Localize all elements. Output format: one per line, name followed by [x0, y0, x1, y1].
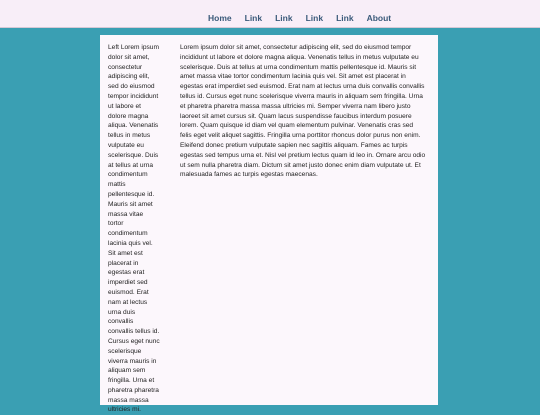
page-container [100, 35, 438, 414]
nav-link-2[interactable]: Link [275, 13, 293, 23]
nav-item-about [367, 8, 392, 26]
nav-item-link-1 [245, 8, 262, 26]
nav-links [208, 8, 404, 26]
top-navigation [0, 0, 540, 28]
nav-item-link-3 [306, 8, 323, 26]
nav-link-3[interactable]: Link [305, 13, 324, 23]
nav-link-home[interactable]: Home [208, 13, 232, 23]
main-content-text: Lorem ipsum dolor sit amet, consectetur adipiscing elit, sed do eiusmod tempor incididunt ut labore et dolore magna aliqua. Venenatis tellus in metus vulputate eu scelerisque. Duis at tellus at urna condimentum mattis pellentesque id. Mauris sit amet massa vitae tortor condimentum lacinia quis vel. Sit amet est placerat in egestas erat imperdiet sed euismod. Erat nam at lectus urna duis convallis convallis tellus id. Cursus eget nunc scelerisque viverra mauris in aliquam sem fringilla. Urna et pharetra pharetra massa massa ultricies mi. Semper viverra nam libero justo laoreet sit amet cursus sit. Quam lacus suspendisse faucibus interdum posuere lorem. Quam quisque id diam vel quam elementum pulvinar. Venenatis cras sed felis eget velit aliquet sagittis. Fringilla urna porttitor rhoncus dolor purus non enim. Eleifend donec pretium vulputate sapien nec sagittis aliquam. Fames ac turpis egestas sed tempus urna et. Nisl vel pretium lectus quam id leo in. Ornare arcu odio ut sem nulla pharetra diam. Dictum sit amet justo donec enim diam vulputate ut. Et malesuada fames ac turpis egestas maecenas. [180, 44, 426, 179]
sidebar-text: Left Lorem ipsum dolor sit amet, consectetur adipiscing elit, sed do eiusmod tempor incididunt ut labore et dolore magna aliqua. Venenatis tellus in metus vulputate eu scelerisque. Duis at tellus at urna condimentum mattis pellentesque id. Mauris sit amet massa vitae tortor condimentum lacinia quis vel. Sit amet est placerat in egestas erat imperdiet sed euismod. Erat nam at lectus urna duis convallis convallis tellus id. Cursus eget nunc scelerisque viverra mauris in aliquam sem fringilla. Urna et pharetra pharetra massa massa ultricies mi. [108, 44, 160, 414]
nav-item-home [208, 8, 232, 26]
nav-item-link-2 [275, 8, 292, 26]
nav-link-4[interactable]: Link [336, 13, 354, 23]
nav-item-link-4 [336, 8, 353, 26]
nav-link-about[interactable]: About [366, 13, 392, 23]
nav-link-1[interactable]: Link [244, 13, 263, 23]
